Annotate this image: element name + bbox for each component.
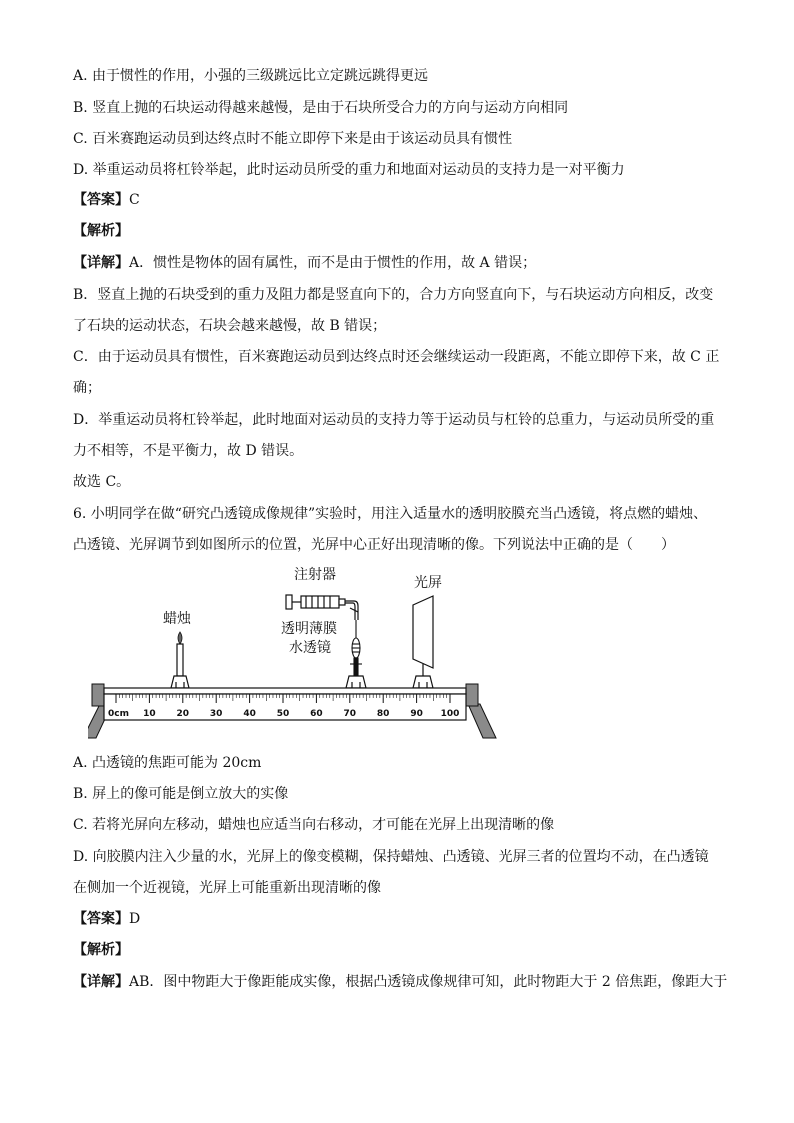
water-lens-icon <box>350 620 362 676</box>
q5-option-c: C. 百米赛跑运动员到达终点时不能立即停下来是由于该运动员具有惯性 <box>73 131 513 147</box>
q6-option-d-cont: 在侧加一个近视镜，光屏上可能重新出现清晰的像 <box>73 880 381 896</box>
scale-tick-label: 80 <box>376 709 390 719</box>
scale-tick-label: 0cm <box>108 709 129 719</box>
q5-option-b: B. 竖直上抛的石块运动得越来越慢，是由于石块所受合力的方向与运动方向相同 <box>73 100 569 116</box>
scale-tick-label: 60 <box>310 709 323 719</box>
answer-tag: 【答案】 <box>73 192 129 208</box>
scale-tick-label: 40 <box>243 709 256 719</box>
syringe-label: 注射器 <box>294 567 336 583</box>
q5-detail-line-6: D．举重运动员将杠铃举起，此时地面对运动员的支持力等于运动员与杠铃的总重力，与运动员所受的重 <box>73 412 715 428</box>
candle-icon <box>177 632 183 676</box>
q5-detail-line-4: C．由于运动员具有惯性，百米赛跑运动员到达终点时还会继续运动一段距离，不能立即停下来，故 C 正 <box>73 349 720 365</box>
lens-label-2: 水透镜 <box>289 640 331 656</box>
scale-tick-label: 50 <box>276 709 290 719</box>
scale-tick-label: 100 <box>440 709 460 719</box>
q5-analysis-tag: 【解析】 <box>73 223 129 239</box>
scale-tick-label: 20 <box>176 709 190 719</box>
q6-option-c: C. 若将光屏向左移动，蜡烛也应适当向右移动，才可能在光屏上出现清晰的像 <box>73 817 555 833</box>
syringe-icon <box>286 595 358 620</box>
q6-detail-line-1 <box>73 972 727 992</box>
light-screen-icon <box>413 596 433 676</box>
screen-label: 光屏 <box>414 575 442 591</box>
q6-option-a: A. 凸透镜的焦距可能为 20cm <box>73 755 262 771</box>
q5-option-d: D. 举重运动员将杠铃举起，此时运动员所受的重力和地面对运动员的支持力是一对平衡力 <box>73 162 625 178</box>
answer-value: C <box>129 192 140 208</box>
answer-tag: 【答案】 <box>73 911 129 927</box>
q6-option-d: D. 向胶膜内注入少量的水，光屏上的像变模糊，保持蜡烛、凸透镜、光屏三者的位置均不动，在凸透镜 <box>73 849 709 865</box>
q6-analysis-tag: 【解析】 <box>73 942 129 958</box>
bench-rail <box>104 688 466 694</box>
scale-tick-label: 90 <box>410 709 423 719</box>
candle-label: 蜡烛 <box>163 611 191 627</box>
scale-tick-label: 30 <box>209 709 223 719</box>
q5-detail-line-5: 确； <box>73 380 101 396</box>
q5-conclusion: 故选 C。 <box>73 474 131 490</box>
q5-answer <box>73 190 140 210</box>
detail-text: A．惯性是物体的固有属性，而不是由于惯性的作用，故 A 错误； <box>129 255 537 271</box>
q6-stem-line-2: 凸透镜、光屏调节到如图所示的位置，光屏中心正好出现清晰的像。下列说法中正确的是（ ） <box>73 537 675 553</box>
scale-tick-label: 10 <box>143 709 156 719</box>
detail-text: AB．图中物距大于像距能成实像，根据凸透镜成像规律可知，此时物距大于 2 倍焦距，像距大于 <box>129 974 728 990</box>
q6-answer <box>73 909 140 929</box>
q5-detail-line-2: B．竖直上抛的石块受到的重力及阻力都是竖直向下的，合力方向竖直向下，与石块运动方向相反，改变 <box>73 287 714 303</box>
detail-tag: 【详解】 <box>73 974 129 990</box>
q5-detail-line-3: 了石块的运动状态，石块会越来越慢，故 B 错误； <box>73 318 387 334</box>
optical-bench-figure <box>88 560 508 745</box>
q5-detail-line-1 <box>73 253 536 273</box>
q6-stem-line-1: 6. 小明同学在做“研究凸透镜成像规律”实验时，用注入适量水的透明胶膜充当凸透镜，将点燃的蜡烛、 <box>73 506 708 522</box>
holders <box>171 676 433 688</box>
lens-label-1: 透明薄膜 <box>281 621 337 637</box>
scale-tick-label: 70 <box>343 709 357 719</box>
q5-option-a: A. 由于惯性的作用，小强的三级跳远比立定跳远跳得更远 <box>73 68 429 84</box>
bench-right-end <box>466 684 496 738</box>
q5-detail-line-7: 力不相等，不是平衡力，故 D 错误。 <box>73 443 304 459</box>
answer-value: D <box>129 911 141 927</box>
detail-tag: 【详解】 <box>73 255 129 271</box>
q6-option-b: B. 屏上的像可能是倒立放大的实像 <box>73 786 289 802</box>
